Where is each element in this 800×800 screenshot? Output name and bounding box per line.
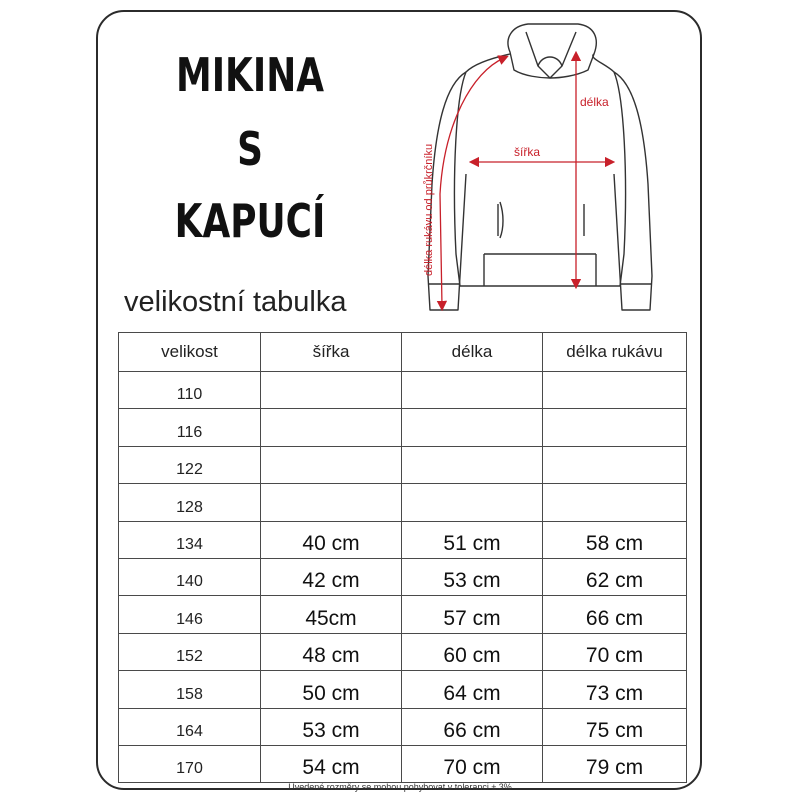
width-cell: 53 cm	[261, 708, 402, 745]
size-cell: 146	[119, 596, 261, 633]
sleeve-cell	[543, 484, 687, 521]
width-label: šířka	[514, 145, 541, 159]
sleeve-cell: 70 cm	[543, 633, 687, 670]
header-sleeve: délka rukávu	[543, 333, 687, 372]
width-cell	[261, 446, 402, 483]
sleeve-cell: 66 cm	[543, 596, 687, 633]
size-cell: 158	[119, 671, 261, 708]
title-line-2: S	[237, 122, 263, 176]
size-cell: 164	[119, 708, 261, 745]
sleeve-cell	[543, 409, 687, 446]
size-cell: 110	[119, 372, 261, 409]
length-cell	[402, 484, 543, 521]
width-cell: 54 cm	[261, 745, 402, 782]
width-cell: 48 cm	[261, 633, 402, 670]
width-cell: 42 cm	[261, 558, 402, 595]
table-row	[119, 372, 687, 409]
sleeve-measure-line	[440, 58, 504, 306]
table-row	[119, 558, 687, 595]
sleeve-cell: 73 cm	[543, 671, 687, 708]
sleeve-cell	[543, 446, 687, 483]
length-cell	[402, 372, 543, 409]
length-cell: 51 cm	[402, 521, 543, 558]
length-cell: 70 cm	[402, 745, 543, 782]
sleeve-cell: 62 cm	[543, 558, 687, 595]
sleeve-label: délka rukávu od průkrčníku	[423, 143, 435, 276]
size-cell: 134	[119, 521, 261, 558]
table-row	[119, 521, 687, 558]
size-cell: 122	[119, 446, 261, 483]
table-row	[119, 409, 687, 446]
title-line-3: KAPUCÍ	[174, 194, 326, 248]
size-cell: 116	[119, 409, 261, 446]
hood-outline	[508, 24, 596, 78]
width-cell	[261, 372, 402, 409]
size-table-body	[119, 372, 687, 783]
width-cell	[261, 409, 402, 446]
table-row	[119, 484, 687, 521]
length-cell: 57 cm	[402, 596, 543, 633]
length-cell	[402, 409, 543, 446]
length-cell: 53 cm	[402, 558, 543, 595]
header-length: délka	[402, 333, 543, 372]
table-row	[119, 633, 687, 670]
width-cell: 50 cm	[261, 671, 402, 708]
length-cell: 66 cm	[402, 708, 543, 745]
sleeve-cell: 79 cm	[543, 745, 687, 782]
width-cell	[261, 484, 402, 521]
length-cell: 60 cm	[402, 633, 543, 670]
hoodie-diagram	[400, 14, 690, 324]
table-row	[119, 596, 687, 633]
tolerance-footnote: Uvedené rozměry se mohou pohybovat v toleranci ± 3%	[288, 782, 512, 792]
table-header-row	[119, 333, 687, 372]
table-row	[119, 745, 687, 782]
sleeve-cell: 58 cm	[543, 521, 687, 558]
header-size: velikost	[119, 333, 261, 372]
header-width: šířka	[261, 333, 402, 372]
width-cell: 40 cm	[261, 521, 402, 558]
length-cell: 64 cm	[402, 671, 543, 708]
length-cell	[402, 446, 543, 483]
size-cell: 170	[119, 745, 261, 782]
sleeve-cell: 75 cm	[543, 708, 687, 745]
size-cell: 128	[119, 484, 261, 521]
table-row	[119, 671, 687, 708]
size-table	[118, 332, 687, 783]
size-cell: 152	[119, 633, 261, 670]
table-row	[119, 446, 687, 483]
title-line-1: MIKINA	[175, 48, 325, 102]
sleeve-cell	[543, 372, 687, 409]
width-cell: 45cm	[261, 596, 402, 633]
size-cell: 140	[119, 558, 261, 595]
length-label: délka	[580, 95, 609, 109]
subtitle: velikostní tabulka	[124, 286, 347, 318]
table-row	[119, 708, 687, 745]
